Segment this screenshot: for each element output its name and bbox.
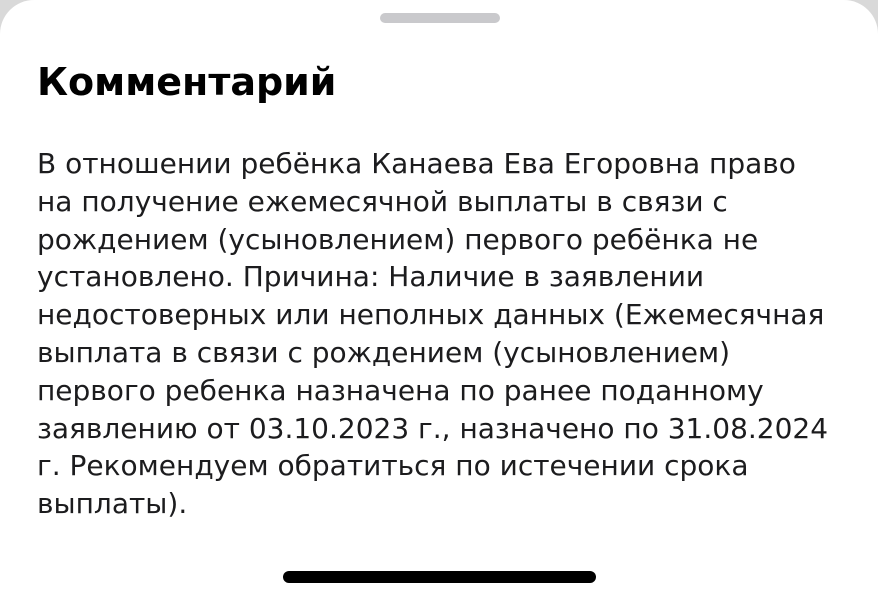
comment-line: установлено. Причина: Наличие в заявлении (37, 260, 705, 294)
comment-line: выплата в связи с рождением (усыновлением) (37, 335, 731, 369)
comment-text (37, 145, 857, 523)
comment-line: г. Рекомендуем обратиться по истечении срока (37, 449, 749, 483)
comment-line: недостоверных или неполных данных (Ежемесячная (37, 298, 825, 332)
comment-line: первого ребенка назначена по ранее поданному (37, 373, 764, 407)
comment-line: выплаты). (37, 487, 188, 521)
comment-line: рождением (усыновлением) первого ребёнка не (37, 222, 759, 256)
sheet-grabber-handle[interactable] (380, 13, 500, 23)
comment-line: заявлению от 03.10.2023 г., назначено по 31.08.2024 (37, 411, 829, 445)
comment-line: В отношении ребёнка Канаева Ева Егоровна право (37, 147, 796, 180)
comment-line: на получение ежемесячной выплаты в связи с (37, 184, 728, 218)
home-indicator[interactable] (283, 571, 596, 583)
sheet-title: Комментарий (37, 60, 337, 104)
